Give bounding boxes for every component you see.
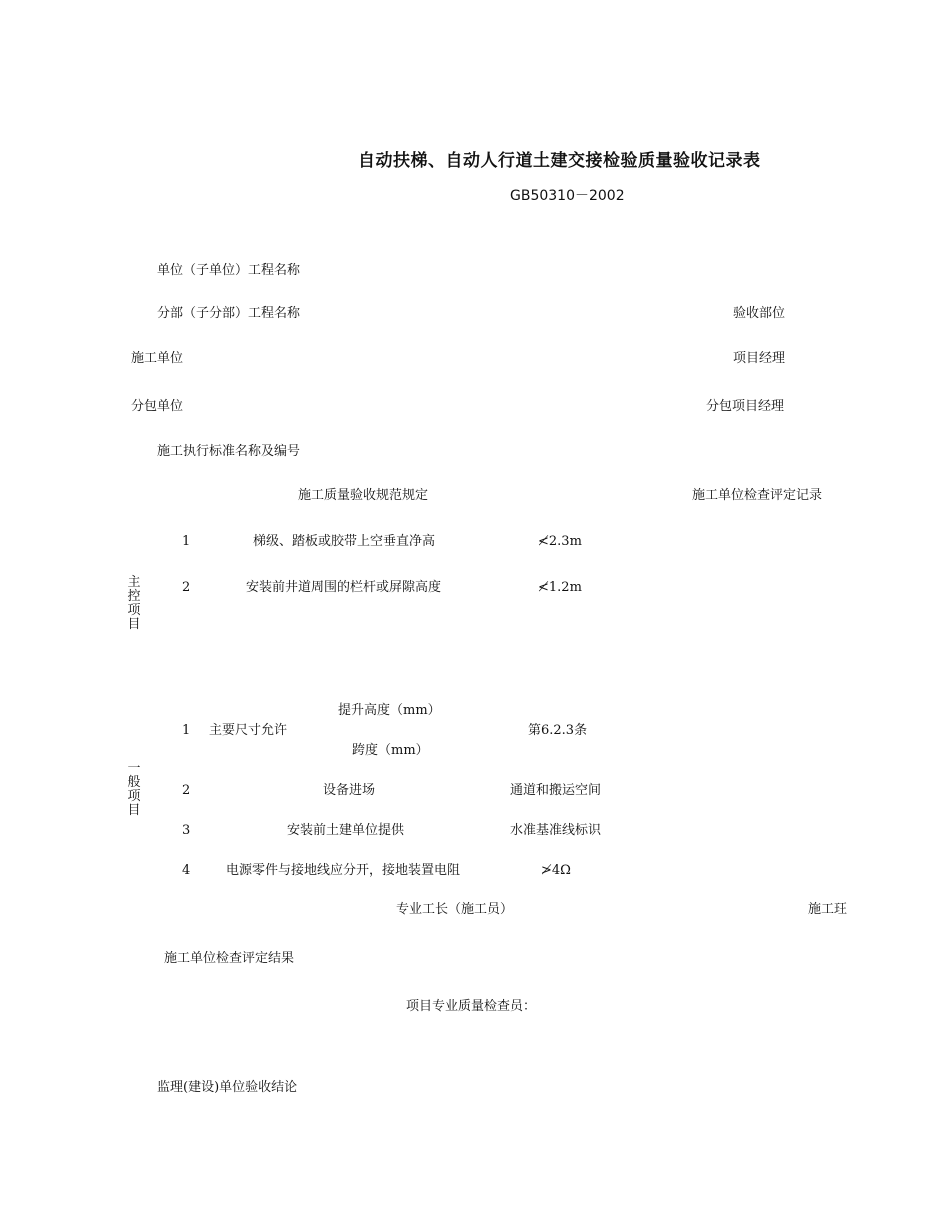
result-label: 施工单位检查评定结果 bbox=[164, 951, 295, 966]
general-item-1-sub-a: 提升高度（mm） bbox=[338, 703, 441, 718]
construction-unit-label: 施工单位 bbox=[131, 351, 184, 366]
acceptance-part-label: 验收部位 bbox=[733, 306, 786, 321]
subcontract-unit-label: 分包单位 bbox=[131, 399, 184, 414]
standard-label: 施工执行标准名称及编号 bbox=[157, 444, 301, 459]
main-item-1-value: ≮2.3m bbox=[538, 534, 582, 549]
general-item-1-no: 1 bbox=[182, 723, 191, 738]
supervision-label: 监理(建设)单位验收结论 bbox=[157, 1080, 298, 1095]
general-item-2-desc: 设备进场 bbox=[323, 783, 376, 798]
main-item-1-no: 1 bbox=[182, 534, 191, 549]
general-item-4-desc: 电源零件与接地线应分开，接地装置电阻 bbox=[226, 863, 461, 878]
builder-label: 施工玨 bbox=[808, 902, 848, 917]
inspector-label: 项目专业质量检查员： bbox=[406, 999, 537, 1014]
general-item-4-no: 4 bbox=[182, 863, 191, 878]
general-item-4-value: ≯4Ω bbox=[541, 863, 571, 878]
main-item-2-desc: 安装前井道周围的栏杆或屏隙高度 bbox=[246, 580, 442, 595]
general-section-label: 一般项目 bbox=[127, 761, 141, 818]
subcontract-manager-label: 分包项目经理 bbox=[706, 399, 785, 414]
general-item-3-value: 水准基准线标识 bbox=[510, 823, 602, 838]
general-item-2-no: 2 bbox=[182, 783, 191, 798]
foreman-label: 专业工长（施工员） bbox=[396, 902, 514, 917]
project-manager-label: 项目经理 bbox=[733, 351, 786, 366]
general-item-3-no: 3 bbox=[182, 823, 191, 838]
main-control-section-label: 主控项目 bbox=[127, 575, 141, 632]
main-item-2-value: ≮1.2m bbox=[538, 580, 582, 595]
spec-header: 施工质量验收规范规定 bbox=[298, 488, 429, 503]
main-item-2-no: 2 bbox=[182, 580, 191, 595]
general-item-2-value: 通道和搬运空间 bbox=[510, 783, 602, 798]
record-header: 施工单位检查评定记录 bbox=[692, 488, 823, 503]
unit-project-label: 单位（子单位）工程名称 bbox=[157, 263, 301, 278]
general-item-1-desc: 主要尺寸允许 bbox=[209, 723, 288, 738]
sub-project-label: 分部（子分部）工程名称 bbox=[157, 306, 301, 321]
page-title: 自动扶梯、自动人行道土建交接检验质量验收记录表 bbox=[358, 151, 761, 171]
general-item-1-sub-b: 跨度（mm） bbox=[352, 743, 429, 758]
main-item-1-desc: 梯级、踏板或胶带上空垂直净高 bbox=[253, 534, 436, 549]
general-item-3-desc: 安装前土建单位提供 bbox=[287, 823, 405, 838]
general-item-1-value: 第6.2.3条 bbox=[528, 723, 588, 738]
standard-code: GB50310－2002 bbox=[510, 188, 625, 204]
